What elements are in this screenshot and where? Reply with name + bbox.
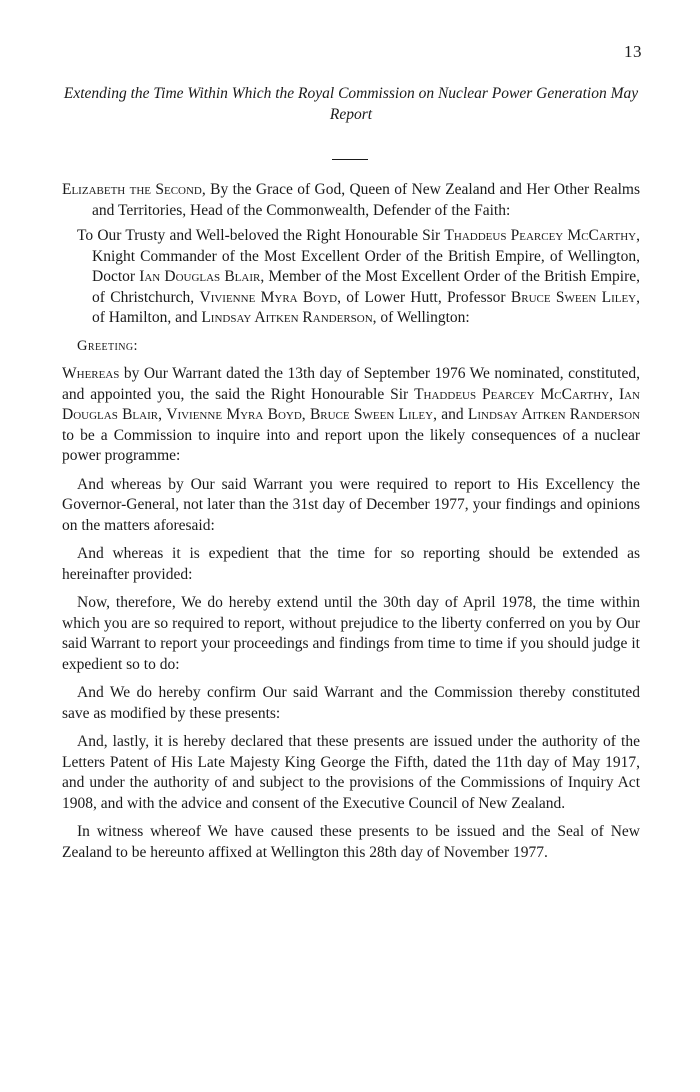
paragraph-authority: And, lastly, it is hereby declared that these presents are issued under the authority of the Letters Patent of His Late Majesty King George the Fifth, dated the 11th day of May 1917, and under the authority of and subject to the provisions of the Commissions of Inquiry Act 1908, and with the advice and consent of the Executive Council of New Zealand. xyxy=(62,733,640,812)
address-text-3: , Member of the Most Excellent Order of the British Empire, of Christchurch, xyxy=(92,268,641,306)
address-text-5: , of Hamilton, and xyxy=(92,288,641,326)
whereas-name-3: Vivienne Myra Boyd xyxy=(166,406,302,423)
address-text-6: , of Wellington: xyxy=(372,309,470,326)
greeting: Greeting: xyxy=(77,337,138,354)
paragraph-confirmation: And We do hereby confirm Our said Warrant and the Commission thereby constituted save as modified by these presents: xyxy=(62,684,640,722)
commissioner-name-4: Bruce Sween Liley xyxy=(510,288,637,306)
commissioner-name-2: Ian Douglas Blair xyxy=(139,268,261,285)
commissioner-name-3: Vivienne Myra Boyd xyxy=(199,288,338,306)
paragraph-report-deadline: And whereas by Our said Warrant you were required to report to His Excellency the Governor-General, not later than the 31st day of December 1977, your findings and opinions on the matters aforesaid: xyxy=(62,475,640,534)
sovereign-name: Elizabeth the Second xyxy=(62,181,202,198)
whereas-name-2: Ian Douglas Blair xyxy=(62,385,640,423)
preamble-paragraph xyxy=(62,180,640,221)
whereas-name-1: Thaddeus Pearcey McCarthy xyxy=(414,385,610,403)
whereas-text-3: , xyxy=(158,406,167,423)
page-number: 13 xyxy=(624,42,642,61)
whereas-text-1: by Our Warrant dated the 13th day of September 1976 We nominated, constituted, and appointed you, the said the Right Honourable Sir xyxy=(62,365,640,403)
address-paragraph xyxy=(62,226,640,329)
paragraph-witness: In witness whereof We have caused these presents to be issued and the Seal of New Zealand to be hereunto affixed at Wellington this 28th day of November 1977. xyxy=(62,823,640,861)
address-text-1: To Our Trusty and Well-beloved the Right Honourable Sir xyxy=(77,227,445,244)
preamble-text: , By the Grace of God, Queen of New Zealand and Her Other Realms and Territories, Head of the Commonwealth, Defender of the Faith: xyxy=(92,181,640,219)
document-body xyxy=(62,180,640,863)
document-title: Extending the Time Within Which the Royal Commission on Nuclear Power Generation May Report xyxy=(63,85,639,123)
commissioner-name-5: Lindsay Aitken Randerson xyxy=(201,309,373,326)
paragraph-expedient: And whereas it is expedient that the time for so reporting should be extended as hereinafter provided: xyxy=(62,545,640,583)
whereas-text-6: to be a Commission to inquire into and report upon the likely consequences of a nuclear power programme: xyxy=(62,426,640,464)
title-divider xyxy=(332,159,368,160)
whereas-lead: Whereas xyxy=(62,365,120,382)
commissioner-name-1: Thaddeus Pearcey McCarthy xyxy=(444,227,637,244)
address-text-2: , Knight Commander of the Most Excellent Order of the British Empire, of Wellington, Doctor xyxy=(92,227,640,285)
address-text-4: , of Lower Hutt, Professor xyxy=(337,288,511,306)
whereas-text-4: , xyxy=(301,406,310,423)
whereas-name-5: Lindsay Aitken Randerson xyxy=(467,406,641,423)
paragraph-extension: Now, therefore, We do hereby extend until the 30th day of April 1978, the time within which you are so required to report, without prejudice to the liberty conferred on you by Our said Warrant to report your proceedings and findings from time to time if you should judge it expedient so to do: xyxy=(62,594,640,673)
whereas-paragraph xyxy=(62,364,640,467)
whereas-text-5: , and xyxy=(433,406,468,423)
whereas-name-4: Bruce Sween Liley xyxy=(309,406,434,423)
whereas-text-2: , xyxy=(609,385,619,403)
